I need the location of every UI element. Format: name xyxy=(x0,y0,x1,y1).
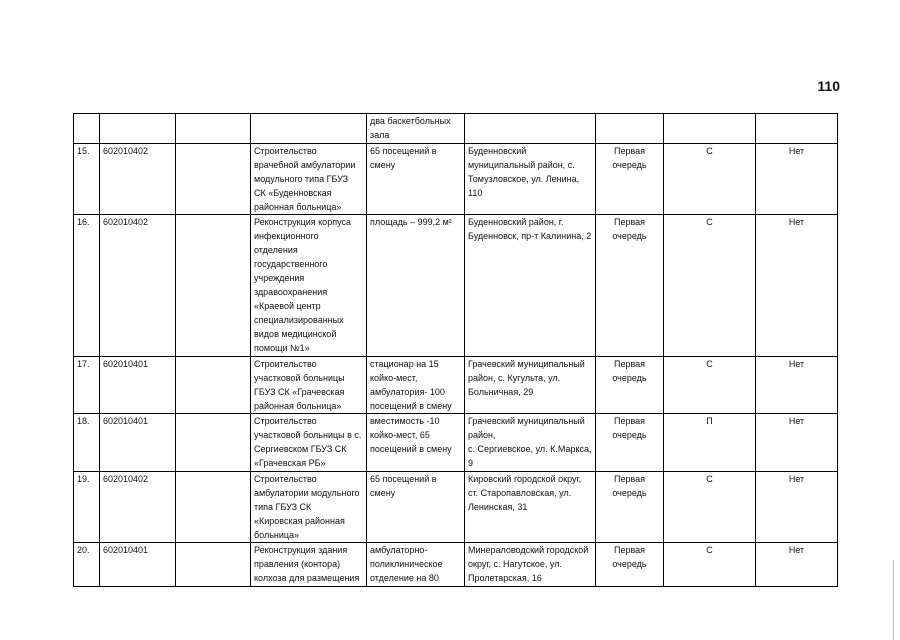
row-number-cell xyxy=(74,114,100,144)
code-cell xyxy=(100,414,176,472)
cell-text-code: 602010401 xyxy=(103,545,149,555)
queue-cell xyxy=(596,144,664,215)
capacity-cell xyxy=(367,543,465,587)
queue-cell xyxy=(596,114,664,144)
cell-text-name: Строительство амбулатории модульного типа ГБУЗ СК «Кировская районная больница» xyxy=(254,474,360,540)
flag-cell xyxy=(756,144,838,215)
flag-cell xyxy=(756,472,838,543)
registry-table xyxy=(73,113,838,587)
table-row xyxy=(74,215,838,357)
cell-text-type: С xyxy=(706,474,713,484)
address-cell xyxy=(465,357,596,414)
table-row xyxy=(74,357,838,414)
type-cell xyxy=(664,144,756,215)
cell-text-type: С xyxy=(706,545,713,555)
empty-cell xyxy=(176,357,251,414)
code-cell xyxy=(100,543,176,587)
cell-text-num: 16. xyxy=(77,217,90,227)
cell-text-flag: Нет xyxy=(788,474,805,484)
type-cell xyxy=(664,414,756,472)
capacity-cell xyxy=(367,472,465,543)
cell-text-capacity: амбулаторно- поликлиническое отделение на 80 xyxy=(370,545,443,583)
cell-text-flag: Нет xyxy=(788,416,805,426)
cell-text-address: Буденновский муниципальный район, с. Томузловское, ул. Ленина, 110 xyxy=(468,146,580,198)
empty-cell xyxy=(176,114,251,144)
cell-text-num: 17. xyxy=(77,359,90,369)
cell-text-flag: Нет xyxy=(788,146,805,156)
capacity-cell xyxy=(367,215,465,357)
type-cell xyxy=(664,114,756,144)
page-number: 110 xyxy=(817,78,840,94)
cell-text-address: Минераловодский городской округ, с. Нагутское, ул. Пролетарская, 16 xyxy=(468,545,589,583)
cell-text-address: Буденновский район, г. Буденновск, пр-т Калинина, 2 xyxy=(468,217,592,241)
cell-text-capacity: 65 посещений в смену xyxy=(370,474,437,498)
cell-text-flag: Нет xyxy=(788,359,805,369)
cell-text-name: Реконструкция здания правления (контора) колхоза для размещения xyxy=(254,545,360,583)
object-name-cell xyxy=(251,215,367,357)
cell-text-num: 20. xyxy=(77,545,90,555)
registry-table-body xyxy=(74,114,838,587)
row-number-cell xyxy=(74,215,100,357)
code-cell xyxy=(100,357,176,414)
queue-cell xyxy=(596,472,664,543)
cell-text-code: 602010401 xyxy=(103,416,149,426)
capacity-cell xyxy=(367,114,465,144)
address-cell xyxy=(465,414,596,472)
object-name-cell xyxy=(251,357,367,414)
queue-cell xyxy=(596,543,664,587)
empty-cell xyxy=(176,144,251,215)
queue-cell xyxy=(596,215,664,357)
flag-cell xyxy=(756,543,838,587)
object-name-cell xyxy=(251,543,367,587)
cell-text-type: П xyxy=(706,416,713,426)
margin-line xyxy=(893,560,894,640)
cell-text-queue: Первая очередь xyxy=(612,146,647,170)
flag-cell xyxy=(756,114,838,144)
cell-text-type: С xyxy=(706,217,713,227)
cell-text-address: Грачевский муниципальный район, с. Кугульта, ул. Больничная, 29 xyxy=(468,359,585,397)
row-number-cell xyxy=(74,357,100,414)
empty-cell xyxy=(176,543,251,587)
code-cell xyxy=(100,144,176,215)
cell-text-num: 18. xyxy=(77,416,90,426)
cell-text-code: 602010402 xyxy=(103,217,149,227)
capacity-cell xyxy=(367,414,465,472)
queue-cell xyxy=(596,414,664,472)
cell-text-num: 15. xyxy=(77,146,90,156)
object-name-cell xyxy=(251,144,367,215)
cell-text-name: Реконструкция корпуса инфекционного отделения государственного учреждения здравоохранения «Краевой центр специализированных видов медицинской помощи №1» xyxy=(254,217,351,353)
table-row xyxy=(74,114,838,144)
table-row xyxy=(74,543,838,587)
cell-text-flag: Нет xyxy=(788,545,805,555)
cell-text-queue: Первая очередь xyxy=(612,416,647,440)
cell-text-capacity: вместимость -10 койко-мест, 65 посещений в смену xyxy=(370,416,452,454)
cell-text-code: 602010401 xyxy=(103,359,149,369)
object-name-cell xyxy=(251,414,367,472)
row-number-cell xyxy=(74,543,100,587)
empty-cell xyxy=(176,215,251,357)
type-cell xyxy=(664,215,756,357)
cell-text-flag: Нет xyxy=(788,217,805,227)
cell-text-name: Строительство врачебной амбулатории модульного типа ГБУЗ СК «Буденновская районная больница» xyxy=(254,146,356,212)
table-row xyxy=(74,144,838,215)
address-cell xyxy=(465,114,596,144)
empty-cell xyxy=(176,472,251,543)
cell-text-type: С xyxy=(706,146,713,156)
cell-text-address: Грачевский муниципальный район, с. Сергиевское, ул. К.Маркса, 9 xyxy=(468,416,592,468)
type-cell xyxy=(664,472,756,543)
cell-text-queue: Первая очередь xyxy=(612,545,647,569)
code-cell xyxy=(100,472,176,543)
cell-text-type: С xyxy=(706,359,713,369)
row-number-cell xyxy=(74,472,100,543)
cell-text-capacity: 65 посещений в смену xyxy=(370,146,437,170)
cell-text-capacity: стационар на 15 койко-мест, амбулатория- 100 посещений в смену xyxy=(370,359,452,411)
cell-text-name: Строительство участковой больницы ГБУЗ СК «Грачевская районная больница» xyxy=(254,359,345,411)
empty-cell xyxy=(176,414,251,472)
row-number-cell xyxy=(74,414,100,472)
cell-text-queue: Первая очередь xyxy=(612,474,647,498)
capacity-cell xyxy=(367,357,465,414)
flag-cell xyxy=(756,414,838,472)
cell-text-queue: Первая очередь xyxy=(612,359,647,383)
type-cell xyxy=(664,357,756,414)
address-cell xyxy=(465,144,596,215)
type-cell xyxy=(664,543,756,587)
table-row xyxy=(74,414,838,472)
row-number-cell xyxy=(74,144,100,215)
object-name-cell xyxy=(251,114,367,144)
cell-text-queue: Первая очередь xyxy=(612,217,647,241)
cell-text-num: 19. xyxy=(77,474,90,484)
address-cell xyxy=(465,543,596,587)
cell-text-capacity: площадь – 999,2 м² xyxy=(370,217,452,227)
address-cell xyxy=(465,215,596,357)
code-cell xyxy=(100,215,176,357)
cell-text-code: 602010402 xyxy=(103,474,149,484)
object-name-cell xyxy=(251,472,367,543)
cell-text-address: Кировский городской округ, ст. Старопавловская, ул. Ленинская, 31 xyxy=(468,474,582,512)
flag-cell xyxy=(756,357,838,414)
table-row xyxy=(74,472,838,543)
cell-text-code: 602010402 xyxy=(103,146,149,156)
code-cell xyxy=(100,114,176,144)
capacity-cell xyxy=(367,144,465,215)
cell-text-capacity: два баскетбольных зала xyxy=(370,116,451,140)
queue-cell xyxy=(596,357,664,414)
address-cell xyxy=(465,472,596,543)
flag-cell xyxy=(756,215,838,357)
cell-text-name: Строительство участковой больницы в с. Сергиевском ГБУЗ СК «Грачевская РБ» xyxy=(254,416,362,468)
